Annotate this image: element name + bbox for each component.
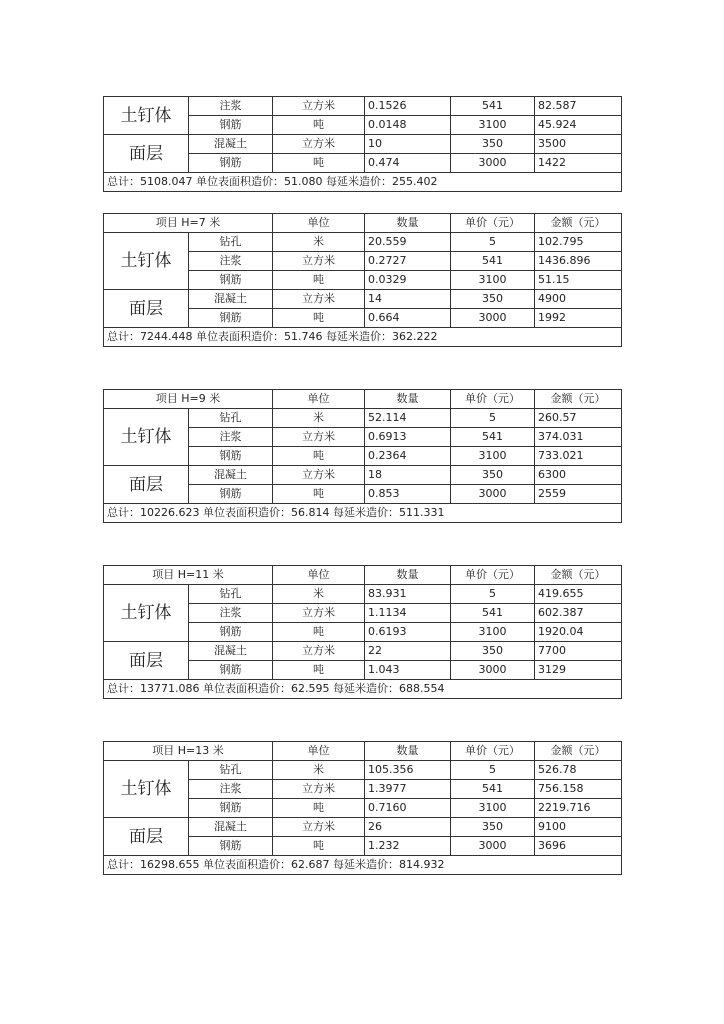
amount-cell: 51.15 xyxy=(535,271,622,290)
qty-cell: 0.0148 xyxy=(365,116,451,135)
unit-cell: 吨 xyxy=(273,271,365,290)
group-label: 土钉体 xyxy=(104,409,189,466)
group-label: 土钉体 xyxy=(104,761,189,818)
header-row xyxy=(104,214,622,233)
total-summary: 总计：13771.086 单位表面积造价：62.595 每延米造价：688.554 xyxy=(104,680,622,699)
price-cell: 541 xyxy=(451,97,535,116)
unit-cell: 吨 xyxy=(273,309,365,328)
amount-cell: 3696 xyxy=(535,837,622,856)
amount-header: 金额（元） xyxy=(535,742,622,761)
unit-cell: 吨 xyxy=(273,799,365,818)
price-cell: 541 xyxy=(451,428,535,447)
item-cell: 钻孔 xyxy=(189,233,273,252)
table-row xyxy=(104,761,622,780)
total-summary: 总计：5108.047 单位表面积造价：51.080 每延米造价：255.402 xyxy=(104,173,622,192)
qty-cell: 0.1526 xyxy=(365,97,451,116)
unit-cell: 吨 xyxy=(273,661,365,680)
item-cell: 混凝土 xyxy=(189,466,273,485)
price-cell: 541 xyxy=(451,252,535,271)
price-cell: 3100 xyxy=(451,447,535,466)
group-label: 面层 xyxy=(104,818,189,856)
item-cell: 钢筋 xyxy=(189,799,273,818)
price-header: 单价（元） xyxy=(451,742,535,761)
group-label: 土钉体 xyxy=(104,233,189,290)
cost-table-1 xyxy=(103,96,622,192)
qty-cell: 1.1134 xyxy=(365,604,451,623)
amount-cell: 3500 xyxy=(535,135,622,154)
unit-cell: 米 xyxy=(273,585,365,604)
item-cell: 混凝土 xyxy=(189,290,273,309)
group-label: 面层 xyxy=(104,290,189,328)
qty-cell: 83.931 xyxy=(365,585,451,604)
unit-cell: 立方米 xyxy=(273,252,365,271)
unit-cell: 立方米 xyxy=(273,818,365,837)
table-row xyxy=(104,466,622,485)
amount-cell: 733.021 xyxy=(535,447,622,466)
unit-header: 单位 xyxy=(273,742,365,761)
amount-cell: 1436.896 xyxy=(535,252,622,271)
table-row xyxy=(104,818,622,837)
item-cell: 注浆 xyxy=(189,252,273,271)
price-cell: 350 xyxy=(451,642,535,661)
item-cell: 钢筋 xyxy=(189,447,273,466)
amount-header: 金额（元） xyxy=(535,566,622,585)
qty-header: 数量 xyxy=(365,390,451,409)
total-row xyxy=(104,173,622,192)
unit-cell: 吨 xyxy=(273,837,365,856)
group-label: 土钉体 xyxy=(104,97,189,135)
total-summary: 总计：16298.655 单位表面积造价：62.687 每延米造价：814.932 xyxy=(104,856,622,875)
qty-cell: 14 xyxy=(365,290,451,309)
qty-cell: 22 xyxy=(365,642,451,661)
amount-cell: 82.587 xyxy=(535,97,622,116)
qty-cell: 0.664 xyxy=(365,309,451,328)
unit-cell: 吨 xyxy=(273,623,365,642)
price-cell: 3100 xyxy=(451,116,535,135)
unit-cell: 米 xyxy=(273,409,365,428)
qty-cell: 1.232 xyxy=(365,837,451,856)
total-row xyxy=(104,856,622,875)
qty-cell: 0.7160 xyxy=(365,799,451,818)
price-cell: 5 xyxy=(451,585,535,604)
unit-cell: 米 xyxy=(273,233,365,252)
price-cell: 3100 xyxy=(451,623,535,642)
price-header: 单价（元） xyxy=(451,566,535,585)
price-cell: 350 xyxy=(451,135,535,154)
unit-cell: 立方米 xyxy=(273,780,365,799)
amount-cell: 7700 xyxy=(535,642,622,661)
amount-header: 金额（元） xyxy=(535,214,622,233)
qty-cell: 0.2727 xyxy=(365,252,451,271)
table-row xyxy=(104,409,622,428)
price-header: 单价（元） xyxy=(451,214,535,233)
cost-table-h7 xyxy=(103,213,622,347)
item-cell: 注浆 xyxy=(189,780,273,799)
unit-cell: 立方米 xyxy=(273,428,365,447)
table-row xyxy=(104,642,622,661)
price-header: 单价（元） xyxy=(451,390,535,409)
item-cell: 混凝土 xyxy=(189,135,273,154)
item-cell: 钻孔 xyxy=(189,761,273,780)
item-cell: 钢筋 xyxy=(189,154,273,173)
item-cell: 钢筋 xyxy=(189,271,273,290)
unit-header: 单位 xyxy=(273,214,365,233)
amount-cell: 6300 xyxy=(535,466,622,485)
price-cell: 350 xyxy=(451,466,535,485)
amount-cell: 2559 xyxy=(535,485,622,504)
price-cell: 3100 xyxy=(451,799,535,818)
amount-cell: 1920.04 xyxy=(535,623,622,642)
qty-cell: 10 xyxy=(365,135,451,154)
unit-header: 单位 xyxy=(273,566,365,585)
amount-cell: 526.78 xyxy=(535,761,622,780)
price-cell: 3100 xyxy=(451,271,535,290)
cost-table-h13 xyxy=(103,741,622,875)
amount-cell: 9100 xyxy=(535,818,622,837)
qty-cell: 0.474 xyxy=(365,154,451,173)
unit-cell: 吨 xyxy=(273,485,365,504)
price-cell: 350 xyxy=(451,290,535,309)
header-row xyxy=(104,390,622,409)
header-row xyxy=(104,566,622,585)
qty-cell: 18 xyxy=(365,466,451,485)
unit-cell: 米 xyxy=(273,761,365,780)
qty-cell: 105.356 xyxy=(365,761,451,780)
unit-cell: 立方米 xyxy=(273,290,365,309)
price-cell: 3000 xyxy=(451,837,535,856)
unit-cell: 立方米 xyxy=(273,97,365,116)
amount-cell: 1422 xyxy=(535,154,622,173)
amount-cell: 756.158 xyxy=(535,780,622,799)
item-cell: 钢筋 xyxy=(189,309,273,328)
total-row xyxy=(104,680,622,699)
unit-cell: 立方米 xyxy=(273,604,365,623)
item-cell: 钢筋 xyxy=(189,661,273,680)
project-header: 项目 H=9 米 xyxy=(104,390,273,409)
unit-cell: 立方米 xyxy=(273,135,365,154)
cost-table-h11 xyxy=(103,565,622,699)
table-row xyxy=(104,135,622,154)
qty-header: 数量 xyxy=(365,214,451,233)
price-cell: 3000 xyxy=(451,309,535,328)
unit-header: 单位 xyxy=(273,390,365,409)
unit-cell: 吨 xyxy=(273,154,365,173)
price-cell: 541 xyxy=(451,604,535,623)
price-cell: 3000 xyxy=(451,154,535,173)
price-cell: 3000 xyxy=(451,485,535,504)
unit-cell: 立方米 xyxy=(273,466,365,485)
unit-cell: 吨 xyxy=(273,116,365,135)
project-header: 项目 H=11 米 xyxy=(104,566,273,585)
total-row xyxy=(104,328,622,347)
qty-cell: 20.559 xyxy=(365,233,451,252)
amount-cell: 374.031 xyxy=(535,428,622,447)
price-cell: 5 xyxy=(451,233,535,252)
amount-cell: 419.655 xyxy=(535,585,622,604)
amount-cell: 4900 xyxy=(535,290,622,309)
table-row xyxy=(104,97,622,116)
price-cell: 350 xyxy=(451,818,535,837)
item-cell: 钻孔 xyxy=(189,585,273,604)
item-cell: 混凝土 xyxy=(189,818,273,837)
item-cell: 钢筋 xyxy=(189,623,273,642)
header-row xyxy=(104,742,622,761)
item-cell: 混凝土 xyxy=(189,642,273,661)
amount-cell: 2219.716 xyxy=(535,799,622,818)
qty-header: 数量 xyxy=(365,566,451,585)
group-label: 土钉体 xyxy=(104,585,189,642)
price-cell: 5 xyxy=(451,761,535,780)
total-summary: 总计：7244.448 单位表面积造价：51.746 每延米造价：362.222 xyxy=(104,328,622,347)
item-cell: 注浆 xyxy=(189,97,273,116)
item-cell: 注浆 xyxy=(189,428,273,447)
table-row xyxy=(104,585,622,604)
qty-cell: 0.853 xyxy=(365,485,451,504)
qty-cell: 0.6913 xyxy=(365,428,451,447)
total-row xyxy=(104,504,622,523)
amount-cell: 602.387 xyxy=(535,604,622,623)
table-row xyxy=(104,290,622,309)
amount-cell: 45.924 xyxy=(535,116,622,135)
price-cell: 541 xyxy=(451,780,535,799)
amount-cell: 102.795 xyxy=(535,233,622,252)
amount-cell: 1992 xyxy=(535,309,622,328)
item-cell: 钢筋 xyxy=(189,485,273,504)
qty-cell: 0.2364 xyxy=(365,447,451,466)
group-label: 面层 xyxy=(104,135,189,173)
item-cell: 钢筋 xyxy=(189,837,273,856)
amount-cell: 3129 xyxy=(535,661,622,680)
price-cell: 3000 xyxy=(451,661,535,680)
item-cell: 钻孔 xyxy=(189,409,273,428)
unit-cell: 吨 xyxy=(273,447,365,466)
qty-cell: 0.0329 xyxy=(365,271,451,290)
group-label: 面层 xyxy=(104,642,189,680)
qty-cell: 1.3977 xyxy=(365,780,451,799)
table-row xyxy=(104,233,622,252)
amount-cell: 260.57 xyxy=(535,409,622,428)
price-cell: 5 xyxy=(451,409,535,428)
qty-cell: 0.6193 xyxy=(365,623,451,642)
amount-header: 金额（元） xyxy=(535,390,622,409)
qty-cell: 1.043 xyxy=(365,661,451,680)
project-header: 项目 H=13 米 xyxy=(104,742,273,761)
project-header: 项目 H=7 米 xyxy=(104,214,273,233)
item-cell: 钢筋 xyxy=(189,116,273,135)
cost-table-h9 xyxy=(103,389,622,523)
qty-cell: 52.114 xyxy=(365,409,451,428)
unit-cell: 立方米 xyxy=(273,642,365,661)
qty-cell: 26 xyxy=(365,818,451,837)
total-summary: 总计：10226.623 单位表面积造价：56.814 每延米造价：511.331 xyxy=(104,504,622,523)
group-label: 面层 xyxy=(104,466,189,504)
item-cell: 注浆 xyxy=(189,604,273,623)
qty-header: 数量 xyxy=(365,742,451,761)
